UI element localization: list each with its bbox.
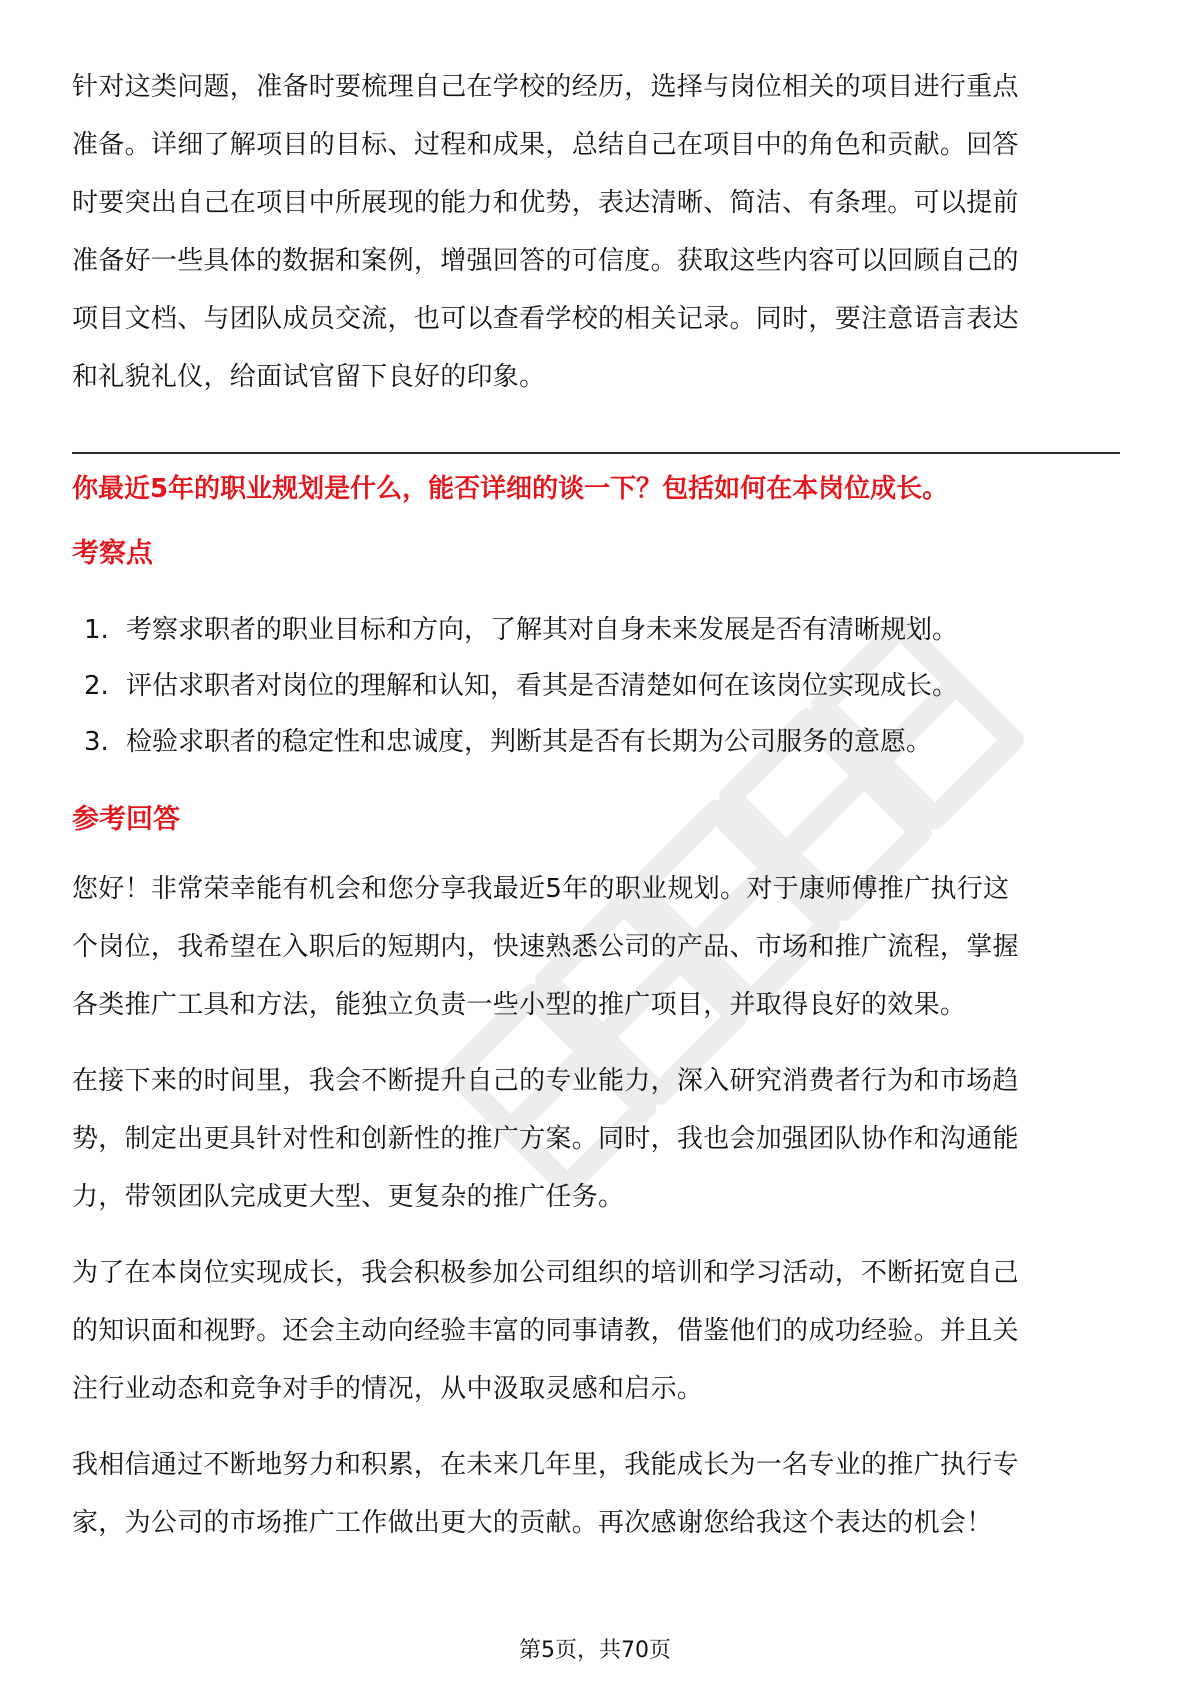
reference-answer-title: 参考回答 [72, 804, 180, 835]
section-divider [72, 452, 1120, 454]
list-number: 1. [84, 615, 109, 645]
list-item [84, 714, 1114, 770]
list-item [84, 658, 1114, 714]
answer-line: 我相信通过不断地努力和积累，在未来几年里，我能成长为一名专业的推广执行专 [72, 1450, 1019, 1480]
list-item [84, 602, 1114, 658]
exam-points-list [84, 602, 1114, 770]
page-number: 第5页，共70页 [519, 1638, 671, 1663]
answer-line: 为了在本岗位实现成长，我会积极参加公司组织的培训和学习活动，不断拓宽自己 [72, 1258, 1019, 1288]
answer-line: 个岗位，我希望在入职后的短期内，快速熟悉公司的产品、市场和推广流程，掌握 [72, 932, 1019, 962]
intro-line: 准备。详细了解项目的目标、过程和成果，总结自己在项目中的角色和贡献。回答 [72, 130, 1019, 160]
list-number: 2. [84, 671, 109, 701]
question-heading: 你最近5年的职业规划是什么，能否详细的谈一下？包括如何在本岗位成长。 [72, 474, 949, 504]
list-text: 评估求职者对岗位的理解和认知，看其是否清楚如何在该岗位实现成长。 [126, 671, 959, 701]
answer-paragraph [72, 1244, 1120, 1418]
answer-paragraph [72, 860, 1120, 1034]
list-text: 检验求职者的稳定性和忠诚度，判断其是否有长期为公司服务的意愿。 [126, 727, 933, 757]
answer-paragraph [72, 1436, 1120, 1552]
answer-line: 各类推广工具和方法，能独立负责一些小型的推广项目，并取得良好的效果。 [72, 990, 967, 1020]
answer-line: 家，为公司的市场推广工作做出更大的贡献。再次感谢您给我这个表达的机会！ [72, 1508, 993, 1538]
answer-paragraph [72, 1052, 1120, 1226]
answer-line: 力，带领团队完成更大型、更复杂的推广任务。 [72, 1182, 625, 1212]
answer-line: 势，制定出更具针对性和创新性的推广方案。同时，我也会加强团队协作和沟通能 [72, 1124, 1019, 1154]
answer-line: 的知识面和视野。还会主动向经验丰富的同事请教，借鉴他们的成功经验。并且关 [72, 1316, 1019, 1346]
answer-line: 在接下来的时间里，我会不断提升自己的专业能力，深入研究消费者行为和市场趋 [72, 1066, 1019, 1096]
intro-line: 时要突出自己在项目中所展现的能力和优势，表达清晰、简洁、有条理。可以提前 [72, 188, 1019, 218]
answer-line: 注行业动态和竞争对手的情况，从中汲取灵感和启示。 [72, 1374, 704, 1404]
intro-line: 准备好一些具体的数据和案例，增强回答的可信度。获取这些内容可以回顾自己的 [72, 246, 1019, 276]
intro-paragraph [72, 58, 1120, 406]
list-text: 考察求职者的职业目标和方向，了解其对自身未来发展是否有清晰规划。 [126, 615, 959, 645]
exam-points-title: 考察点 [72, 538, 153, 569]
intro-line: 项目文档、与团队成员交流，也可以查看学校的相关记录。同时，要注意语言表达 [72, 304, 1019, 334]
intro-line: 针对这类问题，准备时要梳理自己在学校的经历，选择与岗位相关的项目进行重点 [72, 72, 1019, 102]
intro-line: 和礼貌礼仪，给面试官留下良好的印象。 [72, 362, 546, 392]
list-number: 3. [84, 727, 109, 757]
answer-line: 您好！非常荣幸能有机会和您分享我最近5年的职业规划。对于康师傅推广执行这 [72, 874, 1010, 904]
